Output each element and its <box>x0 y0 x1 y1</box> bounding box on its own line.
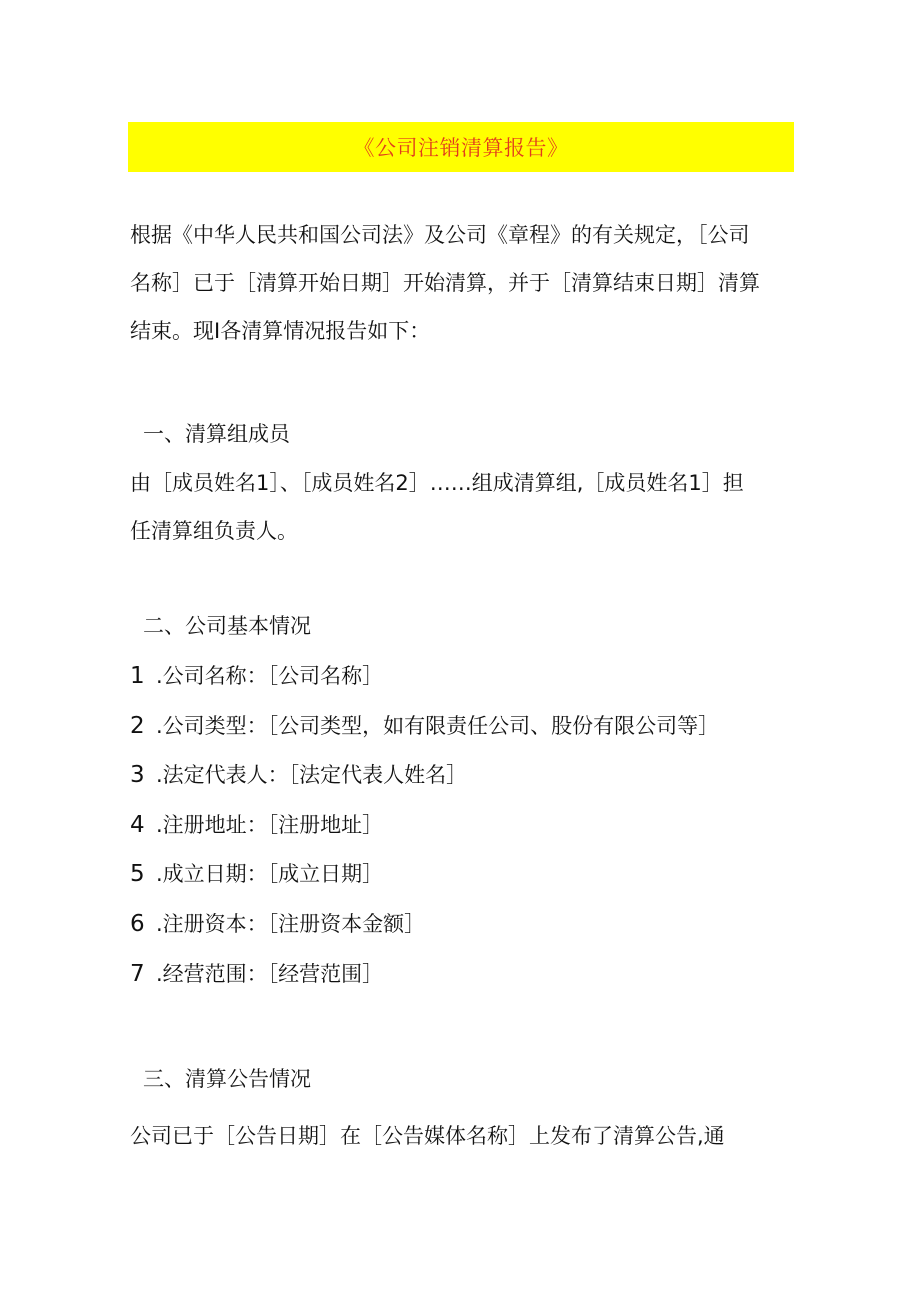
list-item <box>130 702 794 752</box>
list-item <box>130 652 794 702</box>
list-item-number: 7 <box>130 960 145 987</box>
members-line: 由［成员姓名1］、［成员姓名2］……组成清算组,［成员姓名1］担 <box>130 471 744 495</box>
list-item-text: .经营范围：［经营范围］ <box>156 961 384 986</box>
list-item <box>130 850 794 900</box>
intro-line: 结束。现I各清算情况报告如下： <box>130 319 431 343</box>
list-item-number: 1 <box>130 663 145 689</box>
list-item <box>130 751 794 801</box>
title-banner <box>128 122 794 172</box>
list-item-number: 4 <box>130 811 145 838</box>
intro-line: 名称］已于［清算开始日期］开始清算，并于［清算结束日期］清算 <box>130 271 760 295</box>
company-info-list <box>130 652 794 999</box>
section-heading-announcement: 三、清算公告情况 <box>143 1067 311 1091</box>
section-heading-company-info: 二、公司基本情况 <box>143 614 311 638</box>
intro-paragraph <box>130 211 794 355</box>
list-item-text: .法定代表人：［法定代表人姓名］ <box>156 763 468 788</box>
intro-line: 根据《中华人民共和国公司法》及公司《章程》的有关规定，［公司 <box>130 223 750 247</box>
section-heading-members: 一、清算组成员 <box>143 422 290 446</box>
list-item <box>130 900 794 950</box>
list-item-number: 5 <box>130 861 145 888</box>
list-item <box>130 950 794 1000</box>
members-paragraph <box>130 459 794 555</box>
list-item-text: .注册地址：［注册地址］ <box>156 812 384 837</box>
list-item-number: 6 <box>130 910 145 937</box>
list-item <box>130 801 794 851</box>
list-item-text: .注册资本：［注册资本金额］ <box>156 911 426 936</box>
list-item-number: 3 <box>130 762 145 789</box>
list-item-text: .公司名称：［公司名称］ <box>156 664 384 688</box>
document-title: 《公司注销清算报告》 <box>353 136 569 160</box>
list-item-text: .成立日期：［成立日期］ <box>156 862 384 887</box>
members-line: 任清算组负责人。 <box>130 519 298 543</box>
list-item-text: .公司类型：［公司类型，如有限责任公司、股份有限公司等］ <box>156 713 720 738</box>
list-item-number: 2 <box>130 712 145 739</box>
announcement-paragraph: 公司已于［公告日期］在［公告媒体名称］上发布了清算公告,通 <box>130 1124 725 1148</box>
